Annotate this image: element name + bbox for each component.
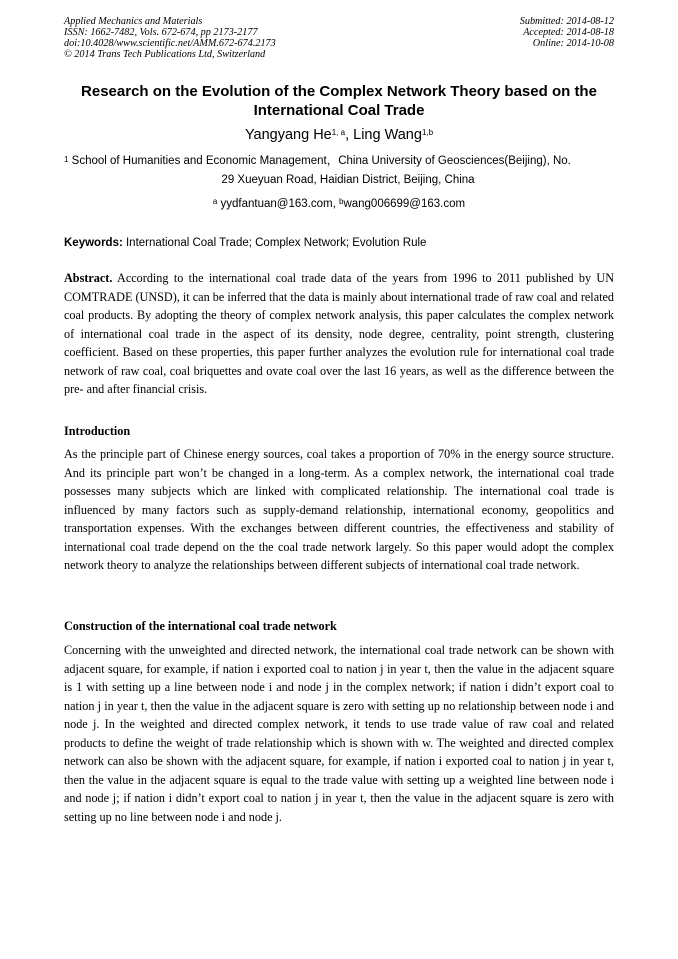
author-line [0,126,678,144]
construction-paragraph: Concerning with the unweighted and directed network, the international coal trade network can be shown with adjacent square, for example, if nation i exported coal to nation j in year t, then the value in the adjacent square is 1 with setting up a line between node i and node j in the complex network; if nation i didn’t export coal to nation j in year t, then the value in the adjacent square is zero with setting up no relationship between node i and node j. In the weighted and directed complex network, it tends to use trade value of raw coal and related products to define the weight of trade relationship which is shown with w. The weighted and directed complex network can also be shown with the adjacent square, for example, if nation i exported coal to nation j in year t, then the value in the adjacent square is equal to the trade value with setting up a weighted line between node i and node j; if nation i didn’t export coal to nation j in year t, then the value in the adjacent square is zero with setting up no line between node i and node j. [64,643,614,824]
journal-name: Applied Mechanics and Materials [64,16,203,27]
email-address: yydfantuan@163.com, [217,198,339,210]
author-superscript: 1,b [421,128,434,137]
paper-title: Research on the Evolution of the Complex Network Theory based on the International Coal Trade [81,83,597,119]
affiliation-line [64,152,624,171]
author-superscript: 1, a [331,128,346,137]
submission-dates [520,16,614,49]
journal-info [64,16,276,60]
keywords-label: Keywords: [64,237,123,249]
online-date: Online: 2014-10-08 [532,38,614,49]
abstract-text: According to the international coal trade data of the years from 1996 to 2011 published by UN COMTRADE (UNSD), it can be inferred that the data is mainly about international trade of raw coal and related coal products. By adopting the theory of complex network analysis, this paper calculates the complex network of international coal trade in the aspect of its density, node degree, centrality, point strength, clustering coefficient. Based on these properties, this paper further analyzes the evolution rule for international coal trade network of raw coal, coal briquettes and ovate coal over the last 16 years, as well as the difference between the pre- and after financial crisis. [64,271,614,396]
email-line [0,196,678,212]
affiliation-text: School of Humanities and Economic Management，China University of Geosciences(Beijing), No. [68,155,571,167]
copyright-line: © 2014 Trans Tech Publications Ltd, Switzerland [64,49,266,60]
accepted-date: Accepted: 2014-08-18 [523,27,614,38]
introduction-paragraph: As the principle part of Chinese energy sources, coal takes a proportion of 70% in the energy source structure. And its principle part won’t be changed in a long-term. As a complex network, the international coal trade possesses many subjects which are linked with complicated relationship. The international coal trade is influenced by many factors such as supply-demand relationship, international economy, geopolitics and transportation expenses. With the exchanges between different countries, the effectiveness and stability of international coal trade depend on the the coal trade network largely. So this paper would adopt the complex network theory to analyze the relationships between different subjects of international coal trade network. [64,447,614,572]
doi-line: doi:10.4028/www.scientific.net/AMM.672-674.2173 [64,38,276,49]
section-heading-construction: Construction of the international coal trade network [64,619,337,633]
abstract-paragraph [64,269,614,399]
author-name: Ling Wang [353,127,422,143]
submitted-date: Submitted: 2014-08-12 [519,16,614,27]
issn-line: ISSN: 1662-7482, Vols. 672-674, pp 2173-2177 [64,27,258,38]
abstract-label: Abstract. [64,271,113,285]
keywords-text: International Coal Trade; Complex Network; Evolution Rule [122,237,427,249]
author-separator: , [345,127,354,143]
email-address: wang006699@163.com [343,198,466,210]
affiliation-superscript: 1 [64,155,69,164]
affiliation [64,152,624,190]
author-name: Yangyang He [244,127,332,143]
email-superscript: b [338,197,344,206]
email-superscript: a [212,197,218,206]
section-heading-introduction: Introduction [64,424,131,438]
keywords [64,236,426,250]
affiliation-address: 29 Xueyuan Road, Haidian District, Beijing, China [221,174,475,186]
